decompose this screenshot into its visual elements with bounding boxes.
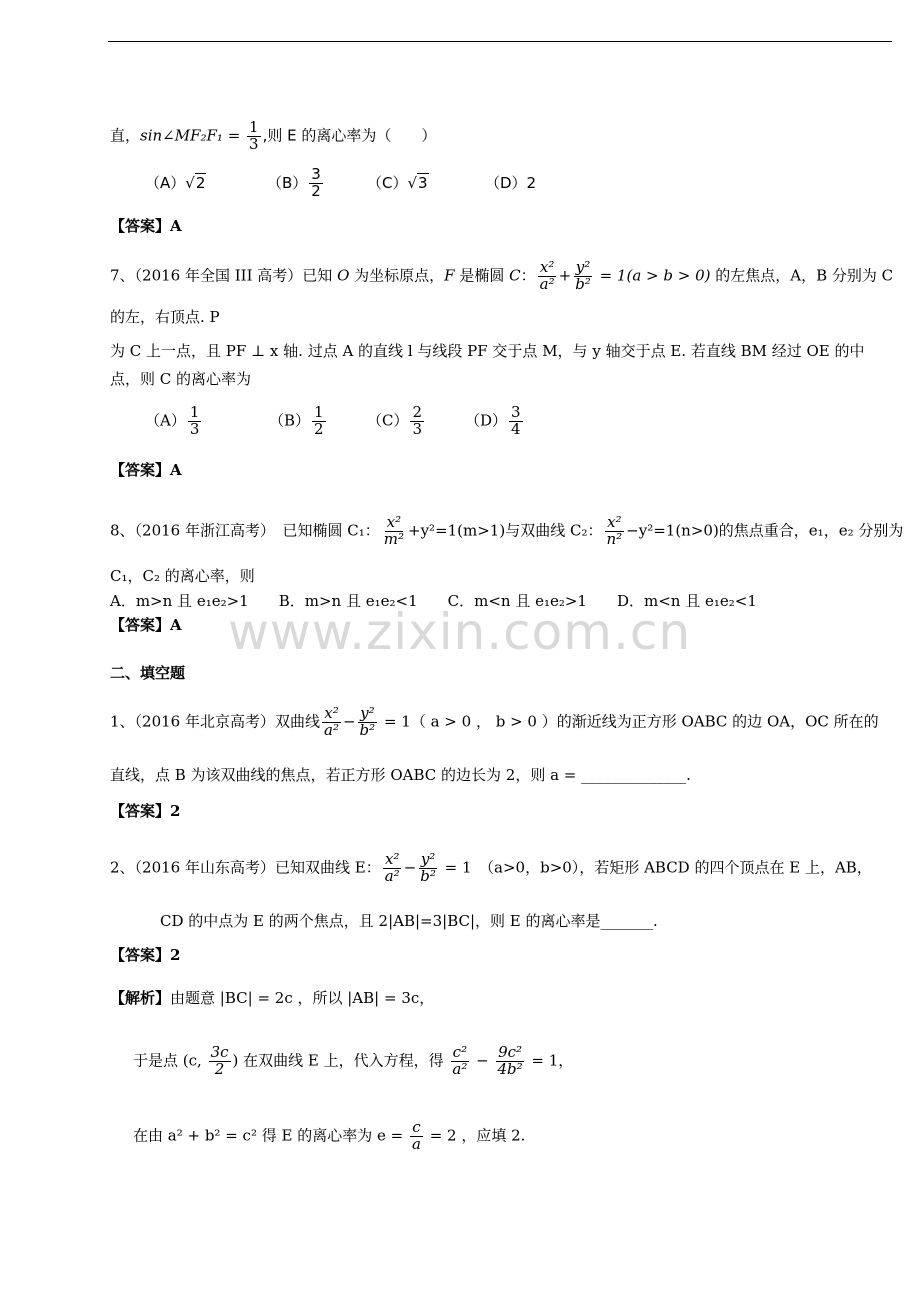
q7-line4: 点，则 C 的离心率为: [110, 370, 252, 388]
q6-option-b: （B） $\frac{3}{2}$: [267, 165, 321, 200]
header-rule: [108, 41, 892, 42]
section-title: 二、填空题: [110, 664, 186, 682]
q7-option-c: （C） $\frac{2}{3}$: [367, 403, 423, 438]
q6-prefix: 直，: [110, 126, 141, 145]
analysis-step3: 在由 a² + b² = c² 得 E 的离心率为 e = $\frac{c}{a}$ = 2 ，应填 2.: [133, 1118, 526, 1153]
f1-line2: 直线，点 B 为该双曲线的焦点，若正方形 OABC 的边长为 2，则 a = ______________.: [110, 766, 691, 784]
analysis-step1: 由题意 |BC| = 2c ，所以 |AB| = 3c，: [170, 989, 435, 1007]
watermark: www.zixin.com.cn: [228, 603, 692, 661]
q6-frac-den: 3: [249, 134, 259, 153]
q7-option-a: （A） $\frac{1}{3}$: [145, 403, 200, 438]
q8-line2: C₁，C₂ 的离心率，则: [110, 567, 255, 585]
f2-frac-x: $\frac{\text{x²}}{\text{a²}}$: [384, 850, 400, 885]
f1-answer: 【答案】2: [110, 802, 181, 820]
f2-line1: 2、（2016 年山东高考）已知双曲线 E： $\frac{\text{x²}}{\text{a²}}$ − $\frac{\text{y²}}{\text{b²}}$ = 1 （a>0，b>0），若矩形 ABCD 的四个顶点在 E 上，AB，: [110, 850, 872, 885]
q8-frac-n: $\frac{\text{x²}}{\text{n²}}$: [606, 513, 623, 548]
q8-choices: A．m>n 且 e₁e₂>1 B．m>n 且 e₁e₂<1 C．m<n 且 e₁e₂>1 D．m<n 且 e₁e₂<1: [110, 592, 757, 610]
f1-frac-x: $\frac{\text{x²}}{\text{a²}}$: [324, 704, 339, 739]
f2-analysis: [110, 987, 434, 1009]
q6-frac-num: 1: [249, 118, 259, 136]
f2-line2: CD 的中点为 E 的两个焦点，且 2|AB|=3|BC|，则 E 的离心率是_______.: [160, 912, 658, 930]
f1-line1: 1、（2016 年北京高考）双曲线 $\frac{\text{x²}}{\text{a²}}$ − $\frac{\text{y²}}{\text{b²}}$ = 1（ a > 0 ， b > 0 ）的渐近线为正方形 OABC 的边 OA，OC 所在的: [110, 704, 879, 739]
q7-option-d: （D） $\frac{3}{4}$: [465, 403, 521, 438]
q6-suffix: ,则 E 的离心率为（ ）: [262, 126, 437, 145]
q7-line2: 的左，右顶点. P: [110, 308, 220, 326]
q6-answer: 【答案】A: [110, 217, 182, 235]
q7-option-b: （B） $\frac{1}{2}$: [269, 403, 324, 438]
analysis-step2: 于是点 (c, $\frac{3c}{2}$ ) 在双曲线 E 上，代入方程，得 $\frac{\text{c²}}{\text{a²}}$ − $\frac{\text{9c²}}{\text{4b²}}$ = 1，: [133, 1043, 574, 1078]
q6-option-a: （A）√2: [145, 173, 206, 192]
f2-frac-y: $\frac{\text{y²}}{\text{b²}}$: [420, 850, 436, 885]
q6-option-d: （D）2: [485, 173, 537, 192]
q6-fraction: [247, 120, 261, 153]
q7-options: [145, 405, 525, 438]
q7-frac-x: $\frac{\text{x²}}{\text{a²}}$: [539, 258, 555, 293]
q7-line3: 为 C 上一点，且 PF ⊥ x 轴. 过点 A 的直线 l 与线段 PF 交于点 M，与 y 轴交于点 E. 若直线 BM 经过 OE 的中: [110, 342, 865, 360]
q6-sin-expr: sin∠MF₂F₁ =: [140, 126, 246, 145]
q7-line1: 7、（2016 年全国 III 高考）已知 O 为坐标原点，F 是椭圆 C： $\frac{\text{x²}}{\text{a²}}$ + $\frac{\text{y²}}{\text{b²}}$ = 1(a > b > 0) 的左焦点，A，B 分别为 C: [110, 258, 894, 293]
f1-frac-y: $\frac{\text{y²}}{\text{b²}}$: [359, 704, 376, 739]
q7-frac-y: $\frac{\text{y²}}{\text{b²}}$: [575, 258, 591, 293]
q7-answer: 【答案】A: [110, 461, 182, 479]
q6-option-c: （C）√3: [367, 173, 428, 192]
q6-stem-tail: [110, 120, 436, 153]
analysis-label: 【解析】: [110, 989, 171, 1007]
q8-answer: 【答案】A: [110, 616, 182, 634]
q6-options: [145, 167, 536, 200]
q8-frac-m: $\frac{\text{x²}}{\text{m²}}$: [383, 513, 404, 548]
q8-line1: 8、（2016 年浙江高考） 已知椭圆 C₁： $\frac{\text{x²}}{\text{m²}}$ +y²=1(m>1)与双曲线 C₂： $\frac{\text{x²}}{\text{n²}}$ −y²=1(n>0)的焦点重合，e₁，e₂ 分别为: [110, 513, 904, 548]
f2-answer: 【答案】2: [110, 946, 181, 964]
